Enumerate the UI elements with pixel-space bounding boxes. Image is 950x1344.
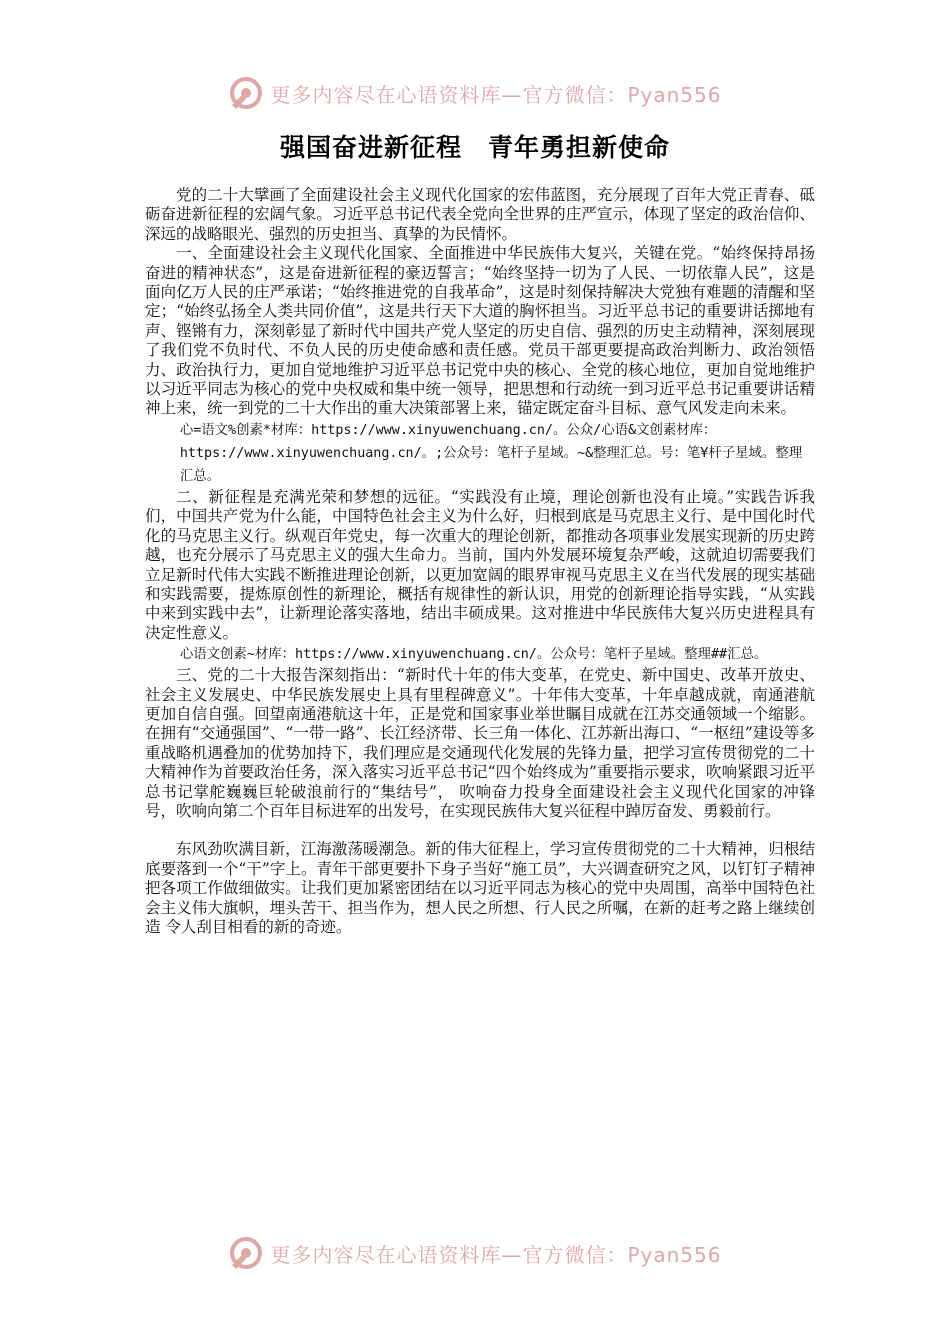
paragraph-section-1: 一、全面建设社会主义现代化国家、全面推进中华民族伟大复兴，关键在党。“始终保持昂扬奋进的精神状态”，这是奋进新征程的豪迈誓言；“始终坚持一切为了人民、一切依靠人民”，这是面向亿万人民的庄严承诺；“始终推进党的自我革命”，这是时刻保持解决大党独有难题的清醒和坚定；“始终弘扬全人类共同价值”，这是共行天下大道的胸怀担当。习近平总书记的重要讲话掷地有声、铿锵有力，深刻彰显了新时代中国共产党人坚定的历史自信、强烈的历史主动精神，深刻展现了我们党不负时代、不负人民的历史使命感和责任感。党员干部更要提高政治判断力、政治领悟力、政治执行力，更加自觉地维护习近平总书记党中央的核心、全党的核心地位，更加自觉地维护以习近平同志为核心的党中央权威和集中统一领导，把思想和行动统一到习近平总书记重要讲话精神上来，统一到党的二十大作出的重大决策部署上来，锚定既定奋斗目标、意气风发走向未来。 (145, 244, 815, 418)
banner-text: 更多内容尽在心语资料库—官方微信：Pyan556 (270, 82, 722, 107)
paragraph-conclusion: 东风劲吹满目新，江海激荡暖潮急。新的伟大征程上，学习宣传贯彻党的二十大精神，归根结底要落到一个“干”字上。青年干部更要扑下身子当好“施工员”，大兴调查研究之风，以钉钉子精神把各项工作做细做实。让我们更加紧密团结在以习近平同志为核心的党中央周围，高举中国特色社会主义伟大旗帜，埋头苦干、担当作为，想人民之所想、行人民之所嘱，在新的赶考之路上继续创造 令人刮目相看的新的奇迹。 (145, 840, 815, 936)
paragraph-intro: 党的二十大擘画了全面建设社会主义现代化国家的宏伟蓝图，充分展现了百年大党正青春、砥砺奋进新征程的宏阔气象。习近平总书记代表全党向全世界的庄严宣示，体现了坚定的政治信仰、深远的战略眼光、强烈的历史担当、真挚的为民情怀。 (145, 186, 815, 243)
banner-text: 更多内容尽在心语资料库—官方微信：Pyan556 (270, 1242, 722, 1267)
ribbon-logo-icon (228, 1235, 264, 1271)
source-note-1: 心=语文%创素*材库：https://www.xinyuwenchuang.cn/。公众/心语&文创素材库：https://www.xinyuwenchuang.cn/。;公众号：笔杆子星域。~&整理汇总。号：笔¥杆子星域。整理汇总。 (179, 422, 803, 484)
document-title: 强国奋进新征程 青年勇担新使命 (279, 133, 670, 162)
header-watermark-banner (0, 70, 950, 116)
paragraph-section-2: 二、新征程是充满光荣和梦想的远征。“实践没有止境，理论创新也没有止境。”实践告诉我们，中国共产党为什么能，中国特色社会主义为什么好，归根到底是马克思主义行、是中国化时代化的马克思主义行。纵观百年党史，每一次重大的理论创新，都推动各项事业发展实现新的历史跨越，也充分展示了马克思主义的强大生命力。当前，国内外发展环境复杂严峻，这就迫切需要我们立足新时代伟大实践不断推进理论创新，以更加宽阔的眼界审视马克思主义在当代发展的现实基础和实践需要，提炼原创性的新理论，概括有规律性的新认识，用党的创新理论指导实践，“从实践中来到实践中去”，让新理论落实落地，结出丰硕成果。这对推进中华民族伟大复兴历史进程具有决定性意义。 (145, 487, 815, 642)
paragraph-section-3: 三、党的二十大报告深刻指出：“新时代十年的伟大变革，在党史、新中国史、改革开放史、社会主义发展史、中华民族发展史上具有里程碑意义”。十年伟大变革，十年卓越成就，南通港航更加自信自强。回望南通港航这十年，正是党和国家事业举世瞩目成就在江苏交通领域一个缩影。在拥有“交通强国”、“一带一路”、长江经济带、长三角一体化、江苏新出海口、“一枢纽”建设等多重战略机遇叠加的优势加持下，我们理应是交通现代化发展的先锋力量，把学习宣传贯彻党的二十大精神作为首要政治任务，深入落实习近平总书记“四个始终成为”重要指示要求，吹响紧跟习近平总书记掌舵巍巍巨轮破浪前行的“集结号”， 吹响奋力投身全面建设社会主义现代化国家的冲锋号，吹响向第二个百年目标进军的出发号，在实现民族伟大复兴征程中踔厉奋发、勇毅前行。 (145, 666, 815, 820)
source-note-2: 心语文创素~材库：https://www.xinyuwenchuang.cn/。公众号：笔杆子星域。整理##汇总。 (179, 647, 768, 663)
footer-watermark-banner (0, 1230, 950, 1276)
ribbon-logo-icon (228, 75, 264, 111)
document-body (145, 186, 815, 937)
